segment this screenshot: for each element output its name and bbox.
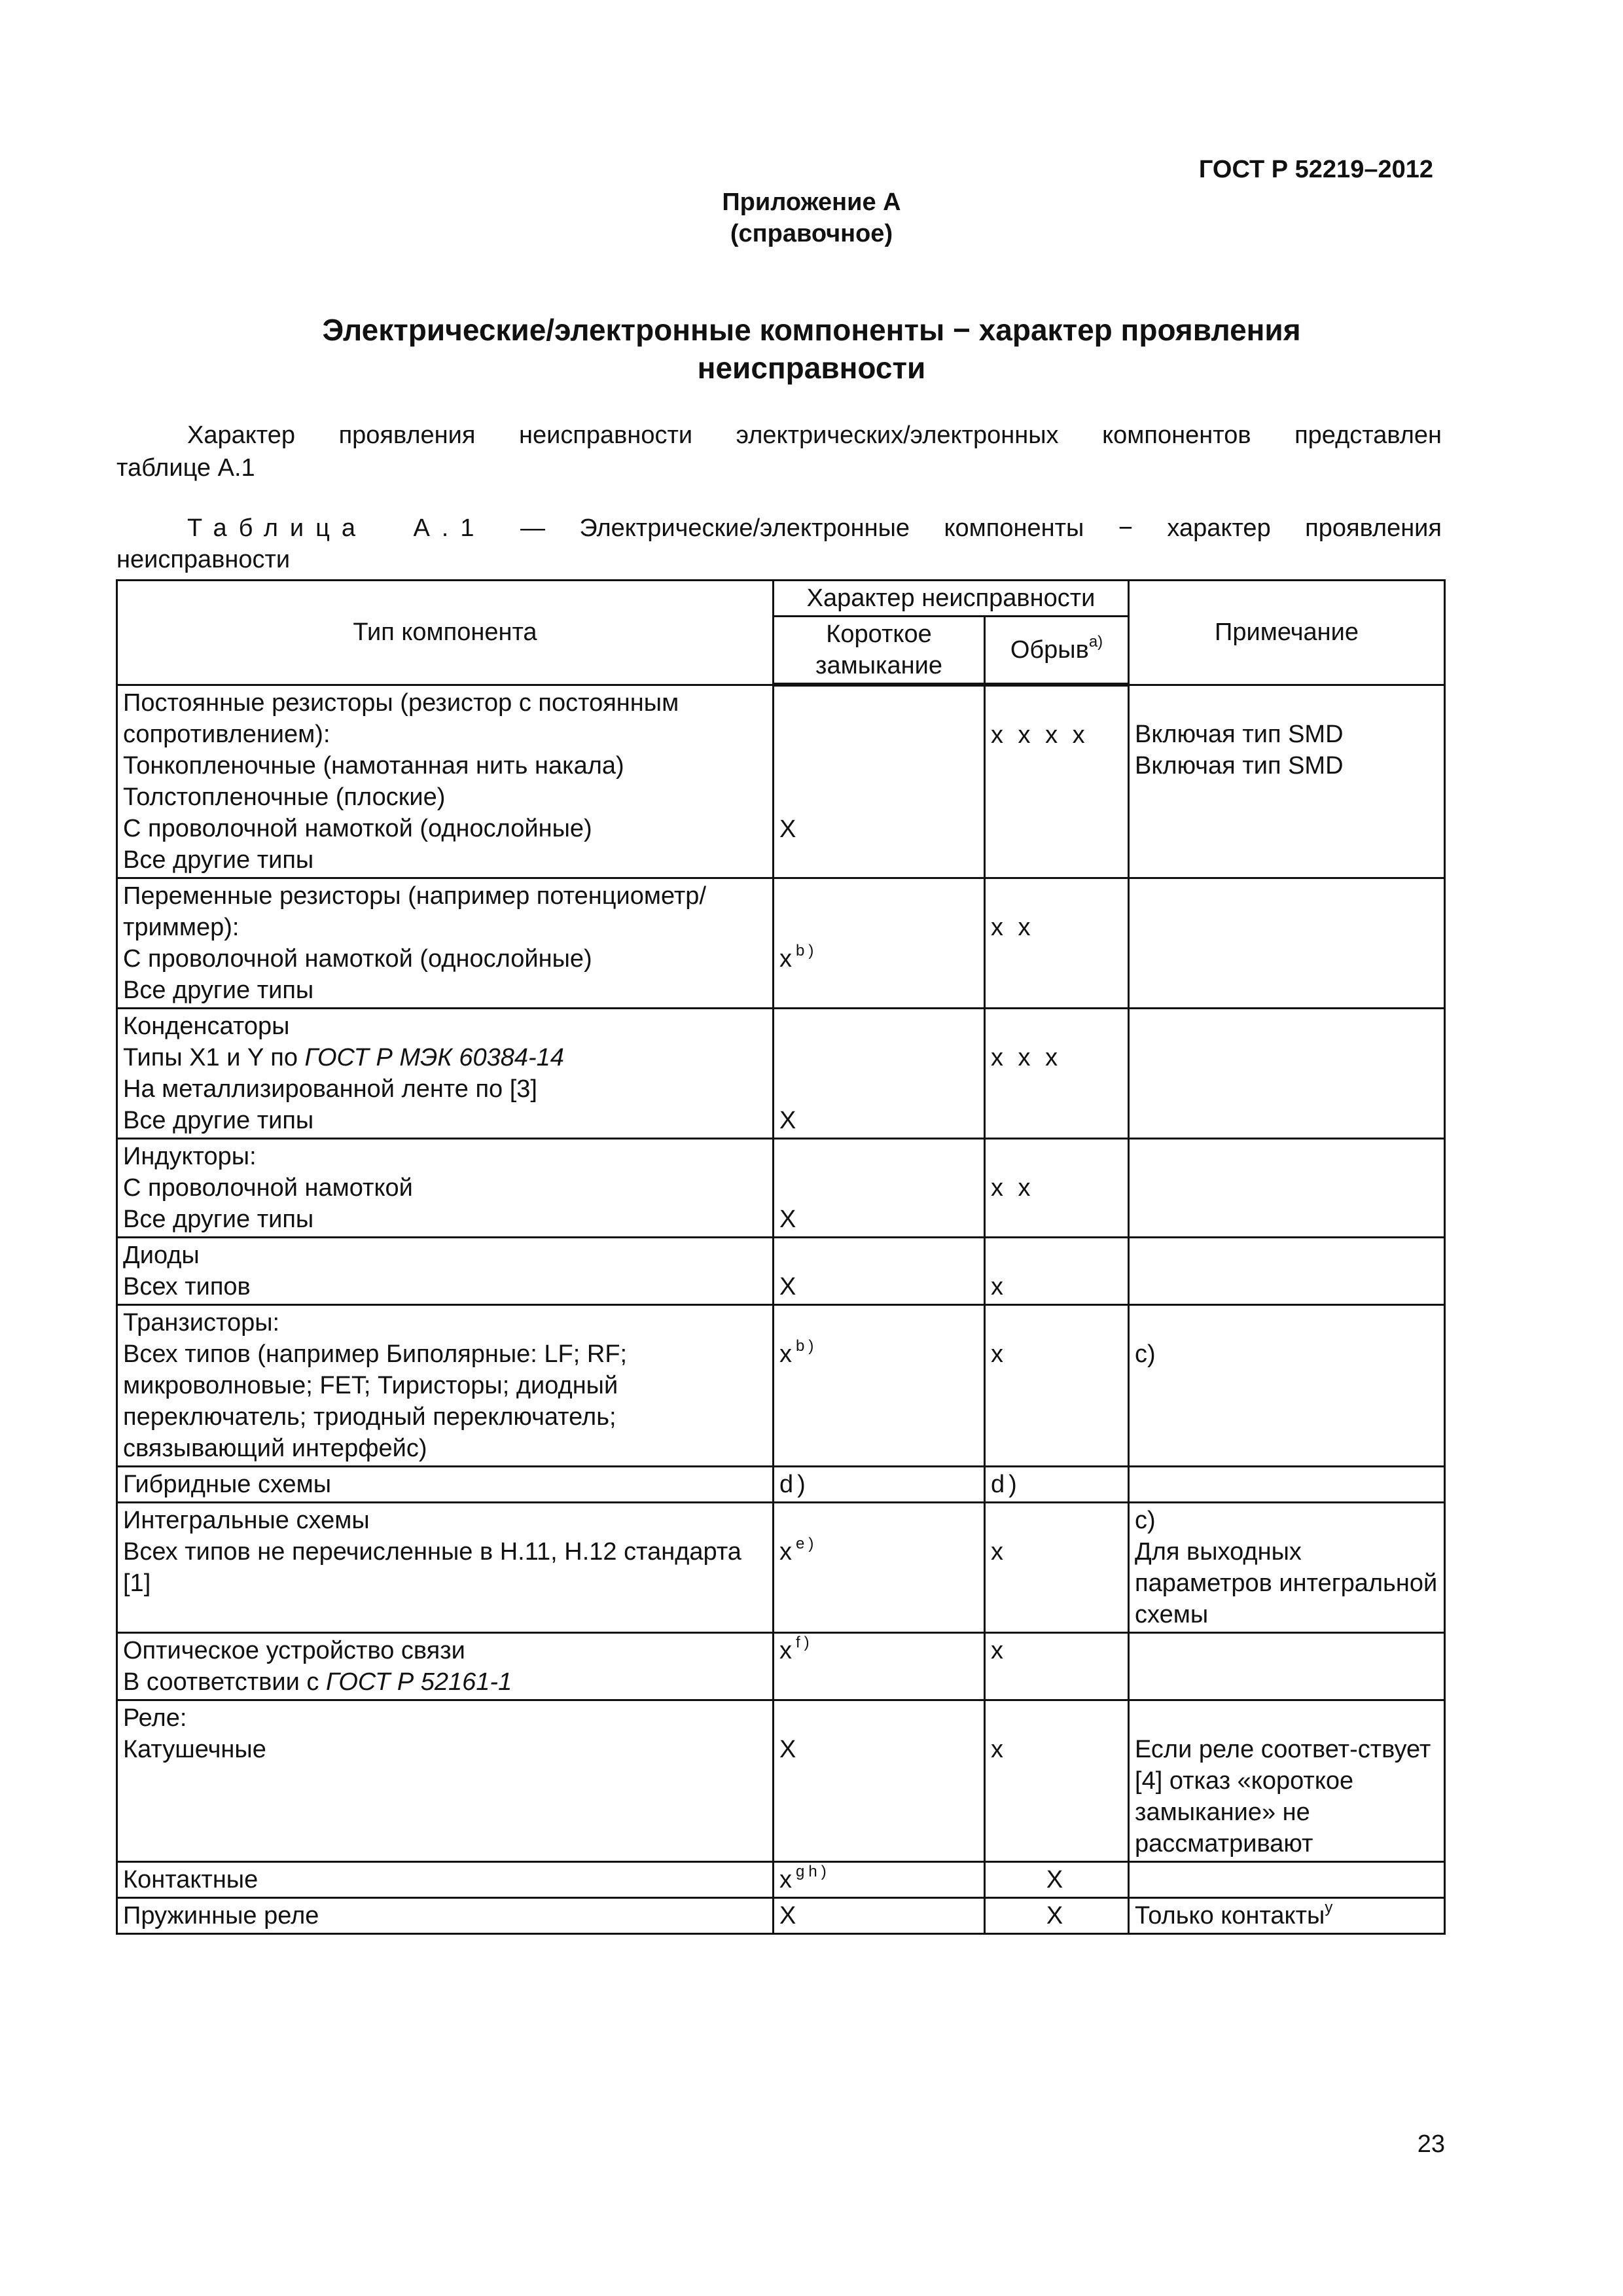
component-cell-line: Всех типов не перечисленные в Н.11, Н.12 стандарта [1] <box>123 1537 741 1597</box>
short-cell-line <box>779 1505 978 1536</box>
open-cell-line <box>991 1702 1122 1734</box>
open-cell-line <box>991 1204 1122 1235</box>
open-cell-line <box>991 1307 1122 1338</box>
open-cell <box>985 1700 1129 1861</box>
component-cell-line: С проволочной намоткой (однослойные) <box>123 944 592 973</box>
short-cell <box>774 1861 985 1897</box>
note-cell-line: Для выходных параметров интегральной схемы <box>1135 1537 1438 1628</box>
note-cell-line: Включая тип SMD <box>1135 720 1344 748</box>
component-cell-line: Катушечные <box>123 1735 266 1763</box>
component-cell-line: На металлизированной ленте по [3] <box>123 1075 537 1103</box>
open-cell-line: x <box>991 1272 1007 1300</box>
table-row <box>117 685 1445 878</box>
open-cell <box>985 1008 1129 1138</box>
short-cell-line: X <box>779 1272 800 1300</box>
open-cell-line: X <box>1046 1901 1067 1929</box>
table-row <box>117 1861 1445 1897</box>
fault-table <box>116 579 1446 1935</box>
component-cell-line: Реле: <box>123 1704 187 1732</box>
note-cell <box>1129 685 1445 878</box>
note-cell-line <box>1135 687 1438 719</box>
short-cell-line <box>779 1073 978 1105</box>
table-row <box>117 1897 1445 1933</box>
open-cell-line: x x <box>991 913 1035 941</box>
open-cell-line: x <box>991 1340 1007 1368</box>
short-cell-line: $x^{b)}$ <box>779 941 818 973</box>
open-cell-line: d) <box>991 1470 1021 1498</box>
component-cell-line: Все другие типы <box>123 976 314 1004</box>
component-cell-line: Все другие типы <box>123 846 314 874</box>
short-cell-line <box>779 1240 978 1271</box>
short-cell <box>774 1700 985 1861</box>
note-cell <box>1129 1008 1445 1138</box>
component-cell-line: Типы X1 и Y по ГОСТ Р МЭК 60384-14 <box>123 1043 564 1071</box>
component-cell-line: Тонкопленочные (намотанная нить накала) <box>123 751 624 780</box>
component-cell-line: Все другие типы <box>123 1106 314 1134</box>
short-cell-line <box>779 782 978 814</box>
short-cell-line <box>779 912 978 943</box>
page-number: 23 <box>1417 2130 1445 2158</box>
open-cell-line <box>991 943 1122 975</box>
short-cell <box>774 1304 985 1466</box>
short-cell-line <box>779 1307 978 1338</box>
table-caption <box>116 512 1442 575</box>
note-cell <box>1129 1466 1445 1502</box>
open-cell-line: X <box>1046 1865 1067 1893</box>
open-cell-line: x x <box>991 1174 1035 1202</box>
title-line-2: неисправности <box>697 351 926 385</box>
header-open-sup: a) <box>1088 633 1103 651</box>
component-cell-line: Толстопленочные (плоские) <box>123 783 446 811</box>
note-cell-line: c) <box>1135 1506 1156 1534</box>
open-cell <box>985 1861 1129 1897</box>
short-cell <box>774 1466 985 1502</box>
component-cell <box>117 878 774 1008</box>
appendix-type: (справочное) <box>730 220 893 247</box>
open-cell <box>985 1304 1129 1466</box>
header-open-label: Обрыв <box>1010 636 1089 664</box>
short-cell-line: X <box>779 816 800 843</box>
short-cell-line: d) <box>779 1470 810 1498</box>
open-cell <box>985 1138 1129 1237</box>
component-cell <box>117 685 774 878</box>
table-row <box>117 1502 1445 1632</box>
note-cell-line <box>1135 1307 1438 1338</box>
component-cell <box>117 1304 774 1466</box>
open-cell-line <box>991 1011 1122 1042</box>
note-cell-line <box>1135 813 1438 844</box>
component-cell-line: С проволочной намоткой <box>123 1174 413 1202</box>
short-cell-line <box>779 1011 978 1042</box>
header-note: Примечание <box>1129 581 1445 685</box>
open-cell-line: x <box>991 1735 1007 1763</box>
short-cell <box>774 1138 985 1237</box>
table-row <box>117 1138 1445 1237</box>
table-row <box>117 1700 1445 1861</box>
component-cell <box>117 1502 774 1632</box>
open-cell <box>985 1502 1129 1632</box>
caption-line-2: неисправности <box>116 546 291 573</box>
open-cell-line <box>991 1505 1122 1536</box>
open-cell <box>985 878 1129 1008</box>
component-cell-line: Всех типов <box>123 1272 251 1300</box>
open-cell-line <box>991 1141 1122 1172</box>
open-cell-line <box>991 814 1122 845</box>
component-cell-line: Оптическое устройство связи <box>123 1636 465 1664</box>
short-cell <box>774 1502 985 1632</box>
short-cell-line <box>779 688 978 719</box>
caption-label: Таблица А.1 <box>187 514 486 542</box>
component-cell-line: Пружинные реле <box>123 1901 319 1929</box>
component-cell-line: Постоянные резисторы (резистор с постоянным сопротивлением): <box>123 689 679 748</box>
table-body <box>117 685 1445 1933</box>
open-cell-line <box>991 1073 1122 1105</box>
short-cell <box>774 1632 985 1700</box>
component-cell <box>117 1700 774 1861</box>
short-cell-line <box>779 880 978 912</box>
appendix-heading <box>0 187 1623 249</box>
header-short-circuit: Короткое замыкание <box>774 617 985 685</box>
intro-line-1: Характер проявления неисправности электрических/электронных компонентов представлен <box>187 422 1442 449</box>
note-cell-line <box>1135 781 1438 813</box>
table-row <box>117 1008 1445 1138</box>
short-cell-line: $x^{e)}$ <box>779 1534 818 1566</box>
note-cell-line: Включая тип SMD <box>1135 751 1344 780</box>
note-cell <box>1129 1237 1445 1304</box>
standard-number: ГОСТ Р 52219–2012 <box>1198 156 1433 183</box>
open-cell-line <box>991 880 1122 912</box>
component-cell <box>117 1897 774 1933</box>
component-cell-line: Транзисторы: <box>123 1308 280 1336</box>
header-fault-nature: Характер неисправности <box>774 581 1129 617</box>
open-cell-line <box>991 1240 1122 1271</box>
note-cell <box>1129 1700 1445 1861</box>
component-cell-line: Все другие типы <box>123 1205 314 1233</box>
header-open <box>985 617 1129 685</box>
short-cell-line: $x^{gh)}$ <box>779 1862 830 1893</box>
component-cell <box>117 1466 774 1502</box>
open-cell-line: x x x <box>991 1043 1062 1071</box>
note-cell <box>1129 1897 1445 1933</box>
component-cell-line: Интегральные схемы <box>123 1506 370 1534</box>
component-cell-line: Переменные резисторы (например потенциометр/триммер): <box>123 882 706 941</box>
component-cell-line: Контактные <box>123 1865 259 1893</box>
short-cell-line: X <box>779 1735 800 1763</box>
intro-line-2: таблице А.1 <box>116 454 255 482</box>
note-cell <box>1129 878 1445 1008</box>
short-cell <box>774 878 985 1008</box>
short-cell <box>774 1897 985 1933</box>
short-cell-line: $x^{b)}$ <box>779 1336 818 1368</box>
header-component-type: Тип компонента <box>117 581 774 685</box>
component-cell <box>117 1632 774 1700</box>
open-cell-line <box>991 751 1122 782</box>
short-cell <box>774 685 985 878</box>
open-cell <box>985 1897 1129 1933</box>
table-row <box>117 1632 1445 1700</box>
component-cell-line: В соответствии с ГОСТ Р 52161-1 <box>123 1668 512 1696</box>
component-cell <box>117 1008 774 1138</box>
note-cell-line: Если реле соответ-ствует [4] отказ «короткое замыкание» не рассматривают <box>1135 1735 1431 1857</box>
open-cell <box>985 685 1129 878</box>
note-cell-line <box>1135 1702 1438 1734</box>
open-cell-line <box>991 688 1122 719</box>
short-cell-line <box>779 1141 978 1172</box>
short-cell-line <box>779 1702 978 1734</box>
component-cell-line: Диоды <box>123 1241 200 1269</box>
page-title <box>196 311 1427 387</box>
table-row <box>117 1237 1445 1304</box>
title-line-1: Электрические/электронные компоненты − характер проявления <box>322 313 1301 347</box>
table-row <box>117 1466 1445 1502</box>
note-cell <box>1129 1632 1445 1700</box>
short-cell-line <box>779 719 978 751</box>
open-cell-line: x <box>991 1636 1007 1664</box>
component-cell <box>117 1237 774 1304</box>
component-cell <box>117 1861 774 1897</box>
intro-paragraph <box>116 419 1442 484</box>
note-cell <box>1129 1502 1445 1632</box>
component-cell-line: С проволочной намоткой (однослойные) <box>123 814 592 842</box>
short-cell-line <box>779 1042 978 1073</box>
note-cell-line: c) <box>1135 1340 1156 1368</box>
open-cell-line: x <box>991 1537 1007 1566</box>
open-cell <box>985 1632 1129 1700</box>
open-cell <box>985 1237 1129 1304</box>
caption-text: — Электрические/электронные компоненты − характер проявления <box>520 514 1442 542</box>
short-cell <box>774 1008 985 1138</box>
component-cell-line: Гибридные схемы <box>123 1470 332 1498</box>
component-cell <box>117 1138 774 1237</box>
short-cell-line: X <box>779 1106 800 1134</box>
short-cell-line <box>779 751 978 782</box>
short-cell-line: X <box>779 1205 800 1233</box>
open-cell-line: x x x x <box>991 721 1089 749</box>
note-cell-line: Только контакты$^y$ <box>1135 1898 1333 1929</box>
table-row <box>117 1304 1445 1466</box>
open-cell <box>985 1466 1129 1502</box>
caption-line-1 <box>116 512 1442 544</box>
note-cell <box>1129 1138 1445 1237</box>
component-cell-line: Конденсаторы <box>123 1012 290 1040</box>
note-cell <box>1129 1304 1445 1466</box>
appendix-label: Приложение А <box>722 188 901 216</box>
note-cell <box>1129 1861 1445 1897</box>
open-cell-line <box>991 1105 1122 1136</box>
component-cell-line: Всех типов (например Биполярные: LF; RF; микроволновые; FET; Тиристоры; диодный переключатель; триодный переключатель; связывающий интерфейс) <box>123 1340 628 1462</box>
short-cell-line: $x^{f)}$ <box>779 1633 813 1664</box>
table-row <box>117 878 1445 1008</box>
short-cell <box>774 1237 985 1304</box>
short-cell-line <box>779 1172 978 1204</box>
open-cell-line <box>991 782 1122 814</box>
short-cell-line: X <box>779 1901 800 1929</box>
component-cell-line: Индукторы: <box>123 1142 257 1170</box>
